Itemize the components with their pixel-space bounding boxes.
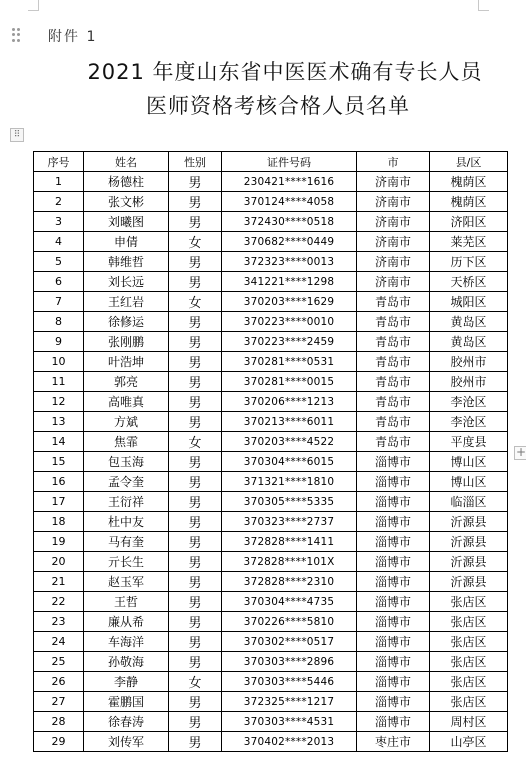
table-row — [34, 272, 508, 292]
cell-index: 4 — [34, 232, 84, 252]
cell-sex: 男 — [169, 592, 222, 612]
cell-county: 黄岛区 — [430, 332, 508, 352]
cell-index: 7 — [34, 292, 84, 312]
cell-county: 临淄区 — [430, 492, 508, 512]
cell-index: 17 — [34, 492, 84, 512]
cell-sex: 男 — [169, 172, 222, 192]
cell-county: 博山区 — [430, 472, 508, 492]
cell-county: 博山区 — [430, 452, 508, 472]
cell-index: 25 — [34, 652, 84, 672]
cell-index: 13 — [34, 412, 84, 432]
page-corner-mark-top-right — [478, 0, 489, 11]
cell-id-number: 372828****1411 — [222, 532, 357, 552]
cell-sex: 男 — [169, 372, 222, 392]
cell-id-number: 370303****2896 — [222, 652, 357, 672]
table-row — [34, 372, 508, 392]
cell-index: 19 — [34, 532, 84, 552]
cell-city: 青岛市 — [357, 352, 430, 372]
table-row — [34, 452, 508, 472]
cell-county: 李沧区 — [430, 392, 508, 412]
cell-city: 淄博市 — [357, 492, 430, 512]
table-row — [34, 252, 508, 272]
cell-sex: 男 — [169, 412, 222, 432]
cell-id-number: 370302****0517 — [222, 632, 357, 652]
cell-sex: 男 — [169, 532, 222, 552]
cell-id-number: 370206****1213 — [222, 392, 357, 412]
cell-id-number: 370223****2459 — [222, 332, 357, 352]
cell-city: 济南市 — [357, 212, 430, 232]
cell-city: 淄博市 — [357, 712, 430, 732]
header-index: 序号 — [34, 152, 84, 172]
cell-name: 车海洋 — [84, 632, 169, 652]
cell-index: 22 — [34, 592, 84, 612]
table-row — [34, 432, 508, 452]
cell-county: 山亭区 — [430, 732, 508, 752]
cell-city: 淄博市 — [357, 472, 430, 492]
cell-sex: 男 — [169, 732, 222, 752]
cell-id-number: 370281****0015 — [222, 372, 357, 392]
cell-id-number: 370226****5810 — [222, 612, 357, 632]
table-row — [34, 532, 508, 552]
cell-city: 青岛市 — [357, 312, 430, 332]
cell-sex: 女 — [169, 672, 222, 692]
cell-index: 12 — [34, 392, 84, 412]
cell-id-number: 230421****1616 — [222, 172, 357, 192]
cell-index: 16 — [34, 472, 84, 492]
header-sex: 性别 — [169, 152, 222, 172]
cell-name: 徐春涛 — [84, 712, 169, 732]
table-row — [34, 692, 508, 712]
cell-city: 淄博市 — [357, 672, 430, 692]
cell-sex: 男 — [169, 272, 222, 292]
cell-id-number: 372323****0013 — [222, 252, 357, 272]
cell-id-number: 370304****6015 — [222, 452, 357, 472]
cell-county: 张店区 — [430, 652, 508, 672]
cell-id-number: 370124****4058 — [222, 192, 357, 212]
cell-sex: 男 — [169, 212, 222, 232]
cell-id-number: 370323****2737 — [222, 512, 357, 532]
cell-county: 胶州市 — [430, 372, 508, 392]
cell-name: 霍鹏国 — [84, 692, 169, 712]
cell-sex: 女 — [169, 232, 222, 252]
table-row — [34, 212, 508, 232]
cell-sex: 女 — [169, 292, 222, 312]
header-city: 市 — [357, 152, 430, 172]
table-row — [34, 172, 508, 192]
cell-county: 历下区 — [430, 252, 508, 272]
cell-id-number: 370303****4531 — [222, 712, 357, 732]
table-row — [34, 592, 508, 612]
cell-name: 杨德柱 — [84, 172, 169, 192]
cell-county: 城阳区 — [430, 292, 508, 312]
cell-county: 槐荫区 — [430, 192, 508, 212]
cell-city: 青岛市 — [357, 332, 430, 352]
table-header-row — [34, 152, 508, 172]
cell-id-number: 341221****1298 — [222, 272, 357, 292]
table-row — [34, 612, 508, 632]
table-row — [34, 672, 508, 692]
cell-index: 8 — [34, 312, 84, 332]
cell-sex: 男 — [169, 252, 222, 272]
cell-sex: 男 — [169, 352, 222, 372]
cell-id-number: 370303****5446 — [222, 672, 357, 692]
attachment-label: 附件 1 — [48, 29, 98, 45]
cell-city: 青岛市 — [357, 432, 430, 452]
cell-sex: 男 — [169, 312, 222, 332]
cell-sex: 女 — [169, 432, 222, 452]
cell-name: 赵玉军 — [84, 572, 169, 592]
cell-id-number: 370402****2013 — [222, 732, 357, 752]
cell-county: 张店区 — [430, 612, 508, 632]
cell-name: 马有奎 — [84, 532, 169, 552]
cell-county: 沂源县 — [430, 532, 508, 552]
cell-sex: 男 — [169, 712, 222, 732]
cell-county: 胶州市 — [430, 352, 508, 372]
table-row — [34, 632, 508, 652]
cell-name: 张刚鹏 — [84, 332, 169, 352]
cell-name: 焦霏 — [84, 432, 169, 452]
cell-sex: 男 — [169, 452, 222, 472]
cell-id-number: 370223****0010 — [222, 312, 357, 332]
cell-sex: 男 — [169, 692, 222, 712]
cell-county: 黄岛区 — [430, 312, 508, 332]
document-title-line-1: 2021 年度山东省中医医术确有专长人员 — [87, 60, 483, 84]
qualified-personnel-table — [33, 151, 508, 752]
cell-index: 9 — [34, 332, 84, 352]
cell-name: 亓长生 — [84, 552, 169, 572]
cell-index: 11 — [34, 372, 84, 392]
table-row — [34, 512, 508, 532]
cell-name: 徐修运 — [84, 312, 169, 332]
cell-name: 包玉海 — [84, 452, 169, 472]
table-row — [34, 412, 508, 432]
table-row — [34, 732, 508, 752]
cell-name: 王哲 — [84, 592, 169, 612]
cell-sex: 男 — [169, 392, 222, 412]
table-row — [34, 472, 508, 492]
cell-name: 孙敬海 — [84, 652, 169, 672]
cell-city: 淄博市 — [357, 652, 430, 672]
cell-city: 淄博市 — [357, 532, 430, 552]
table-row — [34, 492, 508, 512]
cell-name: 廉从希 — [84, 612, 169, 632]
header-id-number: 证件号码 — [222, 152, 357, 172]
cell-index: 28 — [34, 712, 84, 732]
cell-city: 淄博市 — [357, 692, 430, 712]
cell-city: 济南市 — [357, 232, 430, 252]
cell-city: 济南市 — [357, 272, 430, 292]
table-row — [34, 552, 508, 572]
cell-city: 济南市 — [357, 192, 430, 212]
cell-sex: 男 — [169, 632, 222, 652]
cell-city: 青岛市 — [357, 292, 430, 312]
header-county: 县/区 — [430, 152, 508, 172]
cell-county: 济阳区 — [430, 212, 508, 232]
cell-county: 沂源县 — [430, 572, 508, 592]
cell-county: 莱芜区 — [430, 232, 508, 252]
cell-index: 3 — [34, 212, 84, 232]
cell-city: 淄博市 — [357, 512, 430, 532]
cell-city: 淄博市 — [357, 572, 430, 592]
cell-county: 周村区 — [430, 712, 508, 732]
cell-city: 淄博市 — [357, 612, 430, 632]
cell-index: 6 — [34, 272, 84, 292]
table-row — [34, 652, 508, 672]
cell-index: 5 — [34, 252, 84, 272]
header-name: 姓名 — [84, 152, 169, 172]
cell-county: 张店区 — [430, 692, 508, 712]
cell-sex: 男 — [169, 512, 222, 532]
cell-id-number: 372828****2310 — [222, 572, 357, 592]
cell-sex: 男 — [169, 492, 222, 512]
table-row — [34, 392, 508, 412]
cell-name: 王衍祥 — [84, 492, 169, 512]
cell-city: 枣庄市 — [357, 732, 430, 752]
table-row — [34, 332, 508, 352]
cell-name: 高唯真 — [84, 392, 169, 412]
cell-index: 2 — [34, 192, 84, 212]
cell-id-number: 370203****4522 — [222, 432, 357, 452]
cell-name: 郭亮 — [84, 372, 169, 392]
cell-city: 青岛市 — [357, 392, 430, 412]
document-title-line-2: 医师资格考核合格人员名单 — [146, 94, 410, 118]
table-row — [34, 192, 508, 212]
cell-index: 26 — [34, 672, 84, 692]
cell-id-number: 372430****0518 — [222, 212, 357, 232]
cell-county: 张店区 — [430, 632, 508, 652]
table-row — [34, 712, 508, 732]
cell-id-number: 370203****1629 — [222, 292, 357, 312]
table-row — [34, 232, 508, 252]
cell-sex: 男 — [169, 472, 222, 492]
cell-county: 天桥区 — [430, 272, 508, 292]
table-row — [34, 292, 508, 312]
cell-city: 淄博市 — [357, 552, 430, 572]
cell-index: 15 — [34, 452, 84, 472]
paragraph-drag-handle-icon[interactable] — [12, 28, 20, 42]
cell-city: 青岛市 — [357, 412, 430, 432]
cell-id-number: 370682****0449 — [222, 232, 357, 252]
cell-county: 张店区 — [430, 592, 508, 612]
cell-id-number: 372325****1217 — [222, 692, 357, 712]
cell-index: 24 — [34, 632, 84, 652]
table-move-handle-icon[interactable]: ⠿ — [10, 128, 24, 142]
cell-index: 14 — [34, 432, 84, 452]
cell-city: 济南市 — [357, 172, 430, 192]
cell-index: 18 — [34, 512, 84, 532]
cell-id-number: 370304****4735 — [222, 592, 357, 612]
table-row — [34, 352, 508, 372]
cell-name: 方斌 — [84, 412, 169, 432]
cell-city: 青岛市 — [357, 372, 430, 392]
table-row — [34, 572, 508, 592]
cell-index: 10 — [34, 352, 84, 372]
cell-index: 20 — [34, 552, 84, 572]
cell-index: 23 — [34, 612, 84, 632]
cell-id-number: 370213****6011 — [222, 412, 357, 432]
cell-index: 21 — [34, 572, 84, 592]
cell-city: 淄博市 — [357, 592, 430, 612]
cell-id-number: 372828****101X — [222, 552, 357, 572]
cell-id-number: 371321****1810 — [222, 472, 357, 492]
cell-city: 淄博市 — [357, 632, 430, 652]
cell-sex: 男 — [169, 572, 222, 592]
cell-name: 王红岩 — [84, 292, 169, 312]
cell-city: 淄博市 — [357, 452, 430, 472]
cell-id-number: 370281****0531 — [222, 352, 357, 372]
cell-sex: 男 — [169, 612, 222, 632]
cell-sex: 男 — [169, 192, 222, 212]
cell-name: 杜中友 — [84, 512, 169, 532]
cell-county: 沂源县 — [430, 552, 508, 572]
cell-index: 27 — [34, 692, 84, 712]
cell-sex: 男 — [169, 552, 222, 572]
cell-county: 槐荫区 — [430, 172, 508, 192]
cell-name: 刘长远 — [84, 272, 169, 292]
cell-index: 1 — [34, 172, 84, 192]
cell-county: 沂源县 — [430, 512, 508, 532]
add-column-icon[interactable]: + — [515, 445, 526, 459]
cell-county: 张店区 — [430, 672, 508, 692]
cell-index: 29 — [34, 732, 84, 752]
cell-name: 叶浩坤 — [84, 352, 169, 372]
cell-sex: 男 — [169, 332, 222, 352]
cell-name: 李静 — [84, 672, 169, 692]
cell-name: 刘曦图 — [84, 212, 169, 232]
cell-name: 张文彬 — [84, 192, 169, 212]
cell-city: 济南市 — [357, 252, 430, 272]
cell-county: 李沧区 — [430, 412, 508, 432]
cell-county: 平度县 — [430, 432, 508, 452]
cell-name: 韩维哲 — [84, 252, 169, 272]
table-row — [34, 312, 508, 332]
cell-name: 刘传军 — [84, 732, 169, 752]
page-corner-mark-top-left — [28, 0, 39, 11]
cell-sex: 男 — [169, 652, 222, 672]
cell-name: 申倩 — [84, 232, 169, 252]
cell-name: 孟令奎 — [84, 472, 169, 492]
cell-id-number: 370305****5335 — [222, 492, 357, 512]
